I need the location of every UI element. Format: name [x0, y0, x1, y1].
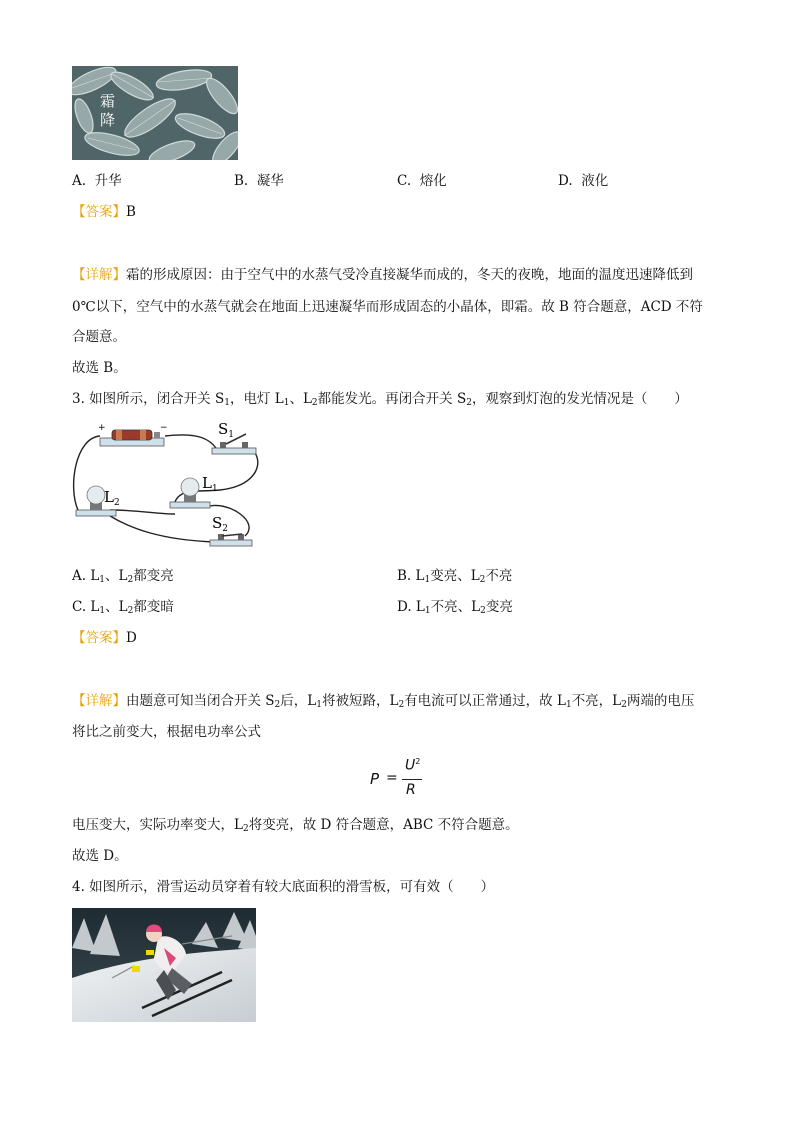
q3-after-formula: 电压变大，实际功率变大，$L_2$将变亮，故 D 符合题意，ABC 不符合题意。	[72, 817, 519, 834]
detail-tag: 【详解】	[72, 267, 126, 283]
q3-conclusion: 故选 D。	[72, 848, 128, 864]
frost-photo	[72, 66, 238, 160]
q2-detail-line-3: 合题意。	[72, 329, 126, 345]
power-formula	[370, 757, 430, 803]
switch-s2-label: $S_2$	[212, 514, 229, 534]
q2-option-c: C. 熔化	[397, 173, 447, 189]
lamp-l2-label: $L_2$	[104, 488, 120, 508]
q2-option-b: B. 凝华	[234, 173, 284, 189]
skier-picture	[72, 908, 256, 1022]
skier-photo	[72, 908, 256, 1022]
q3-stem: 3. 如图所示，闭合开关 $S_1$，电灯 $L_1$、$L_2$都能发光。再闭合开关 $S_2$，观察到灯泡的发光情况是（ ）	[72, 391, 688, 408]
q2-option-d: D. 液化	[558, 173, 609, 189]
circuit-diagram	[70, 418, 270, 558]
formula-lhs: P	[370, 770, 380, 788]
q2-conclusion: 故选 B。	[72, 360, 127, 376]
formula-numerator: $U^2$	[405, 757, 421, 774]
q3-detail-line-1: 【详解】由题意可知当闭合开关 $S_2$后，$L_1$将被短路，$L_2$有电流可以正常通过，故 $L_1$不亮，$L_2$两端的电压	[72, 693, 695, 710]
q2-detail-line-1: 【详解】霜的形成原因：由于空气中的水蒸气受冷直接凝华而成的，冬天的夜晚，地面的温度迅速降低到	[72, 267, 693, 283]
label-char-2: 降	[100, 111, 117, 129]
fraction-bar	[402, 779, 422, 780]
q3-detail-line-2: 将比之前变大，根据电功率公式	[72, 724, 261, 740]
battery-icon	[100, 430, 164, 446]
formula-denominator: R	[406, 782, 416, 798]
q4-stem: 4. 如图所示，滑雪运动员穿着有较大底面积的滑雪板，可有效（ ）	[72, 879, 495, 895]
answer-value: B	[126, 204, 136, 220]
q2-detail-line-2: 0℃以下，空气中的水蒸气就会在地面上迅速凝华而形成固态的小晶体，即霜。故 B 符合题意，ACD 不符	[72, 299, 703, 315]
lamp-l1-label: $L_1$	[202, 474, 218, 494]
answer-value: D	[126, 630, 137, 646]
detail-tag: 【详解】	[72, 693, 126, 709]
answer-tag: 【答案】	[72, 630, 126, 646]
frost-leaves-picture	[72, 66, 238, 160]
q3-option-d: D. $L_1$不亮、$L_2$变亮	[397, 599, 513, 616]
q3-option-a: A. $L_1$、$L_2$都变亮	[72, 568, 174, 585]
battery-minus-label: −	[160, 423, 168, 433]
q2-answer	[72, 202, 136, 222]
formula-equals: =	[386, 770, 398, 786]
battery-plus-label: +	[98, 423, 106, 433]
q3-answer	[72, 628, 137, 648]
q3-option-b: B. $L_1$变亮、$L_2$不亮	[397, 568, 513, 585]
label-char-1: 霜	[100, 92, 117, 110]
q2-option-a: A. 升华	[72, 173, 122, 189]
frost-image-label	[100, 92, 116, 130]
answer-tag: 【答案】	[72, 204, 126, 220]
switch-s1-label: $S_1$	[218, 420, 235, 440]
q3-option-c: C. $L_1$、$L_2$都变暗	[72, 599, 174, 616]
